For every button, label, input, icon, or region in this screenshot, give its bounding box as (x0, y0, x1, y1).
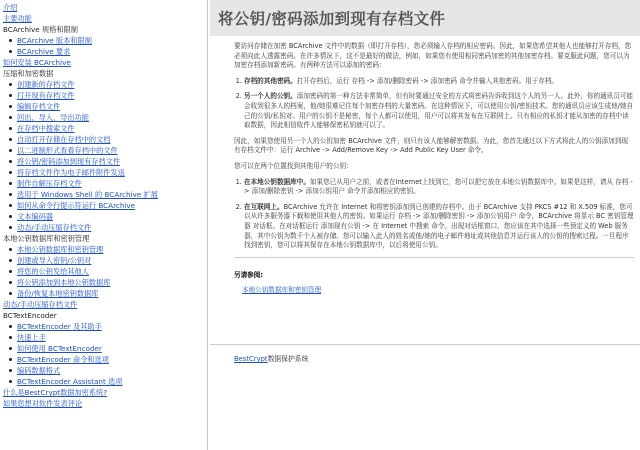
sidebar-item (3, 68, 206, 79)
sidebar-item (3, 233, 206, 244)
sidebar-item[interactable] (3, 145, 206, 156)
sidebar-item[interactable] (3, 244, 206, 255)
sidebar-item-label[interactable]: BCArchive 版本和限制 (17, 36, 92, 45)
method-lead: 存档的其他密码。 (244, 76, 297, 85)
location-item (244, 178, 634, 197)
sidebar-item[interactable] (3, 299, 206, 310)
sidebar-item-label[interactable]: 编码数据格式 (17, 366, 61, 375)
see-also-label: 另请参阅: (234, 270, 264, 279)
sidebar-item-label[interactable]: 如何安装 BCArchive (3, 58, 71, 67)
paragraph-2: 因此，如果您使用另一个人的公钥加密 BCArchive 文件，则只有该人能够解密数据。为此，您首先通过以下方式将此人的公钥添加到现有存档文件中：运行 Archive -> Add/Remove Key -> Add Public Key User 命令。 (234, 136, 628, 155)
sidebar-item-label[interactable]: 创建或导入密钥/公钥对 (17, 256, 92, 265)
sidebar-item[interactable] (3, 398, 206, 409)
sidebar-item-label: BCArchive 规格和限制 (3, 25, 78, 34)
sidebar-item[interactable] (3, 222, 206, 233)
sidebar-item[interactable] (3, 112, 206, 123)
sidebar-item[interactable] (3, 211, 206, 222)
sidebar-item-label[interactable]: 回出、导入、导出功能 (17, 113, 89, 122)
location-item (244, 203, 634, 251)
sidebar-item (3, 310, 206, 321)
location-lead: 在本地公钥数据库中。 (244, 177, 310, 186)
sidebar-item[interactable] (3, 35, 206, 46)
sidebar-item-label[interactable]: 动态/手动压缩存档文件 (3, 300, 78, 309)
sidebar-item-label[interactable]: 本地公钥数据库和密钥管理 (17, 245, 104, 254)
sidebar-item[interactable] (3, 13, 206, 24)
sidebar-item[interactable] (3, 200, 206, 211)
locations-list (234, 178, 634, 251)
sidebar-item-label: 压缩和加密数据 (3, 69, 54, 78)
sidebar-item-label[interactable]: BCTextEncoder 及其助手 (17, 322, 102, 331)
sidebar-item[interactable] (3, 79, 206, 90)
method-text: 添加密码的第一种方法非常简单，但有时要通过安全的方式将密码告诉收到这个人的另一人。此外，你的通讯员可能会收到很多人的档案，他/她很难记住每个加密存档的大量密码。在这种情况下，可以使用公钥/密钥技术。您的通讯员应该生成他/她自己的公钥/私钥对。用户的公钥不是秘密，每个人都可以使用，用户可以将其发布在互联网上。只有相应的私钥才能从加密的存档中读取数据，因此相信收件人能够保密私钥就可以了。 (244, 92, 634, 130)
sidebar-item-label[interactable]: 将公钥添加到本地公钥数据库 (17, 278, 111, 287)
location-text: BCArchive 允许在 Internet 和将密钥添加到已创建的存档中。由于 BCArchive 支持 PKCS #12 和 X.509 标准，您可以从许多服务器下载和使用其他人的密钥。如果运行 存档 -> 添加/删除密钥 -> 添加公钥用户 命令，BCArchive 将显示 BC 密钥管理器 对话框。在对话框运行 添加现有公钥 -> 在 Internet 中搜索 命令。出现对话框窗口，您应该在其中选择一些预定义的 Web 服务器，其中公钥为数千个人被存储。您可以输入此人的姓名或他/她的电子邮件地址或其他信息并运行该人的公钥的搜索过程。一旦程序找到密钥，您可以将其保存在本地公钥数据库中，以后将使用公钥。 (244, 202, 634, 250)
location-lead: 在互联网上。 (244, 202, 284, 211)
method-lead: 另一个人的公钥。 (244, 92, 297, 101)
sidebar-item-label[interactable]: 将您的公钥发给其他人 (17, 267, 89, 276)
sidebar-item[interactable] (3, 134, 206, 145)
sidebar-item[interactable] (3, 189, 206, 200)
sidebar-item-label[interactable]: 选用于 Windows Shell 的 BCArchive 扩展 (17, 190, 158, 199)
sidebar-item-label[interactable]: 打开现有存档文件 (17, 91, 75, 100)
sidebar-item[interactable] (3, 167, 206, 178)
sidebar-divider[interactable] (207, 0, 208, 450)
sidebar-item[interactable] (3, 365, 206, 376)
location-text: 如果您已从用户之前，或者在Internet上找到它，您可以把它放在本地公钥数据库中。如果是这样，请从 存档 -> 添加/删除密钥 -> 添加公钥用户 命令并添加相应的密钥。 (244, 177, 633, 196)
sidebar-item[interactable] (3, 321, 206, 332)
sidebar-item-label[interactable]: 自动打开存储在存档中的文档 (17, 135, 111, 144)
sidebar-item-label[interactable]: 以二进制形式查看存档中的文件 (17, 146, 118, 155)
sidebar-item-label[interactable]: 主要功能 (3, 14, 32, 23)
sidebar-item[interactable] (3, 46, 206, 57)
sidebar-item-label[interactable]: 制作自解压存档文件 (17, 179, 82, 188)
title-bar (210, 0, 640, 36)
footer (210, 344, 640, 363)
see-also-section (234, 257, 634, 296)
sidebar-item-label[interactable]: 快速上手 (17, 333, 46, 342)
sidebar-item[interactable] (3, 101, 206, 112)
sidebar-item-label[interactable]: 创建新的存档文件 (17, 80, 75, 89)
sidebar-item[interactable] (3, 255, 206, 266)
sidebar-item[interactable] (3, 90, 206, 101)
method-item (244, 92, 634, 130)
sidebar-item-label[interactable]: 如果您想对软件发表评论 (3, 399, 83, 408)
see-also-link[interactable]: 本地公钥数据库和密钥管理 (242, 286, 322, 295)
paragraph-3: 您可以在两个位置找到其他用户的公钥： (234, 161, 353, 170)
sidebar-item[interactable] (3, 376, 206, 387)
sidebar-item-label[interactable]: 如何从命令行提示符运行 BCArchive (17, 201, 136, 210)
sidebar-item-label[interactable]: BCArchive 要求 (17, 47, 71, 56)
sidebar-item-label[interactable]: 什么是BestCrypt数据加密系统? (3, 388, 108, 397)
sidebar-item[interactable] (3, 2, 206, 13)
footer-text: 数据保护系统 (267, 355, 309, 363)
sidebar-item-label[interactable]: 文本编码器 (17, 212, 53, 221)
sidebar-item-label[interactable]: 将存档文件作为电子邮件附件发送 (17, 168, 125, 177)
sidebar-item[interactable] (3, 288, 206, 299)
sidebar-item-label[interactable]: 动态/手动压缩存档文件 (17, 223, 92, 232)
sidebar-item-label[interactable]: 介绍 (3, 3, 18, 12)
sidebar-item[interactable] (3, 266, 206, 277)
sidebar-item-label[interactable]: BCTextEncoder 命令和选项 (17, 355, 109, 364)
method-text: 打开存档后，运行 存档 -> 添加/删除密码 -> 添加密码 命令并输入其他密码。用于存档。 (296, 76, 559, 85)
sidebar-item[interactable] (3, 57, 206, 68)
article-body (210, 36, 640, 296)
sidebar-item[interactable] (3, 332, 206, 343)
sidebar-item-label[interactable]: 将公钥/密码添加到现有存档文件 (17, 157, 121, 166)
sidebar-item-label[interactable]: 备份/恢复本地密钥数据库 (17, 289, 99, 298)
sidebar-item-label: 本地公钥数据库和密钥管理 (3, 234, 90, 243)
main-content (210, 0, 640, 450)
sidebar-item[interactable] (3, 387, 206, 398)
sidebar-item-label: BCTextEncoder (3, 311, 57, 320)
footer-bestcrypt-link[interactable]: BestCrypt (234, 355, 268, 363)
sidebar-item[interactable] (3, 156, 206, 167)
sidebar-item-label[interactable]: 在存档中搜索文件 (17, 124, 75, 133)
sidebar-item[interactable] (3, 343, 206, 354)
sidebar-item (3, 24, 206, 35)
sidebar-item[interactable] (3, 178, 206, 189)
sidebar-toc (0, 0, 206, 450)
sidebar-item-label[interactable]: 编辑存档文件 (17, 102, 61, 111)
sidebar-item-label[interactable]: 如何使用 BCTextEncoder (17, 344, 102, 353)
page-title: 将公钥/密码添加到现有存档文件 (218, 10, 446, 28)
methods-list (234, 77, 634, 131)
sidebar-item-label[interactable]: BCTextEncoder Assistant 选项 (17, 377, 123, 386)
sidebar-item[interactable] (3, 277, 206, 288)
intro-paragraph: 要访问存储在加密 BCArchive 文件中的数据（即打开存档），您必须输入存档的相应密码。因此，如果您希望其他人也能够打开存档，您必须向此人透露密码。在许多情况下，这不是最好的做法，例如，如果您有使用相同密码加密的其他加密存档。要克服此问题，您可以为加密存档添加新密码。有两种方法可以添加的密码： (234, 42, 632, 70)
sidebar-item[interactable] (3, 123, 206, 134)
method-item (244, 77, 634, 87)
sidebar-item[interactable] (3, 354, 206, 365)
